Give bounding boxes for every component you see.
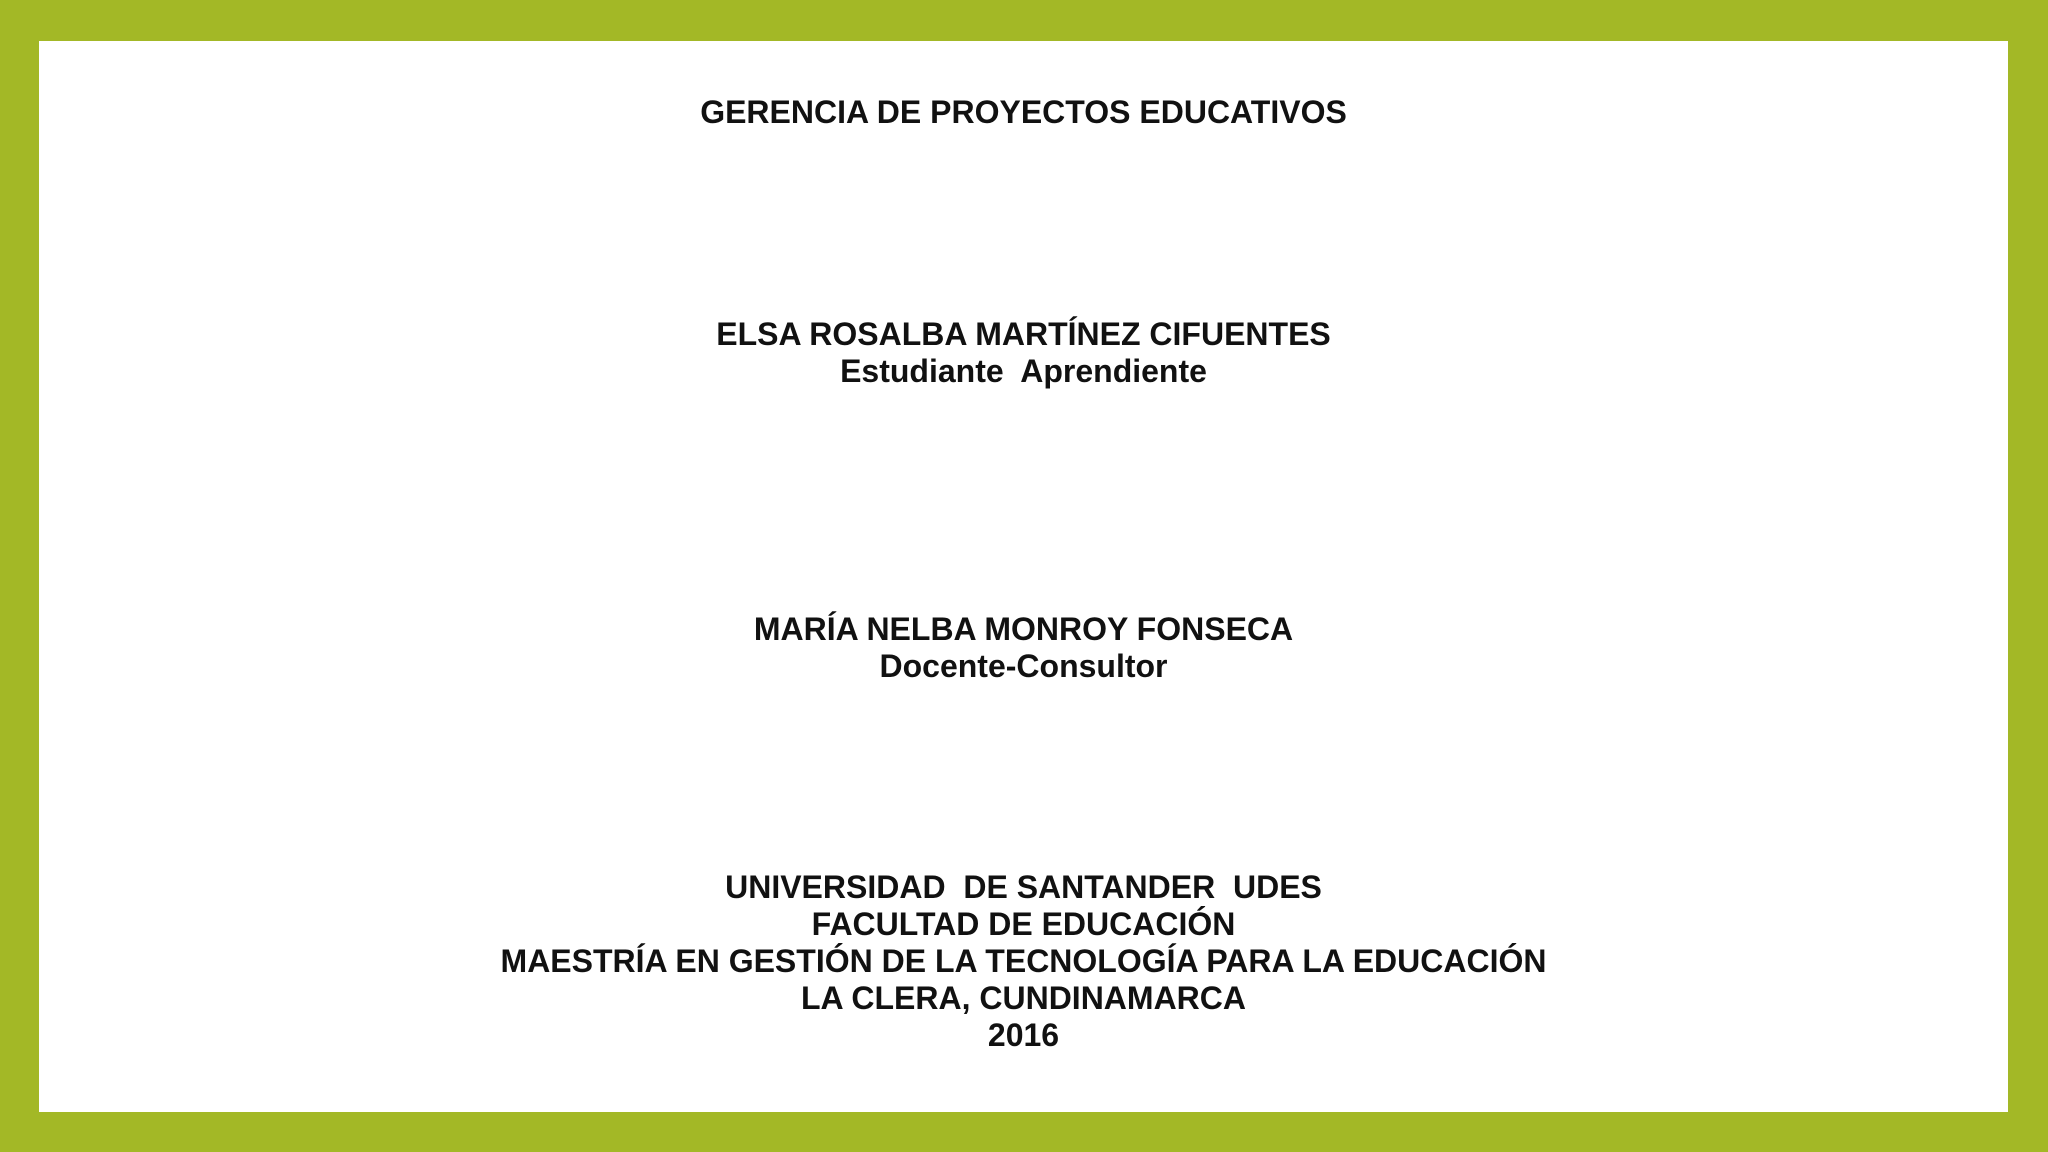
- student-name: ELSA ROSALBA MARTÍNEZ CIFUENTES: [716, 316, 1331, 352]
- year: 2016: [987, 1017, 1060, 1053]
- university-name: UNIVERSIDAD DE SANTANDER UDES: [725, 869, 1322, 905]
- program-name: MAESTRÍA EN GESTIÓN DE LA TECNOLOGÍA PARA LA EDUCACIÓN: [500, 943, 1547, 979]
- student-role: Estudiante Aprendiente: [840, 353, 1207, 389]
- location: LA CLERA, CUNDINAMARCA: [801, 980, 1246, 1016]
- slide-canvas: [39, 41, 2008, 1112]
- teacher-name: MARÍA NELBA MONROY FONSECA: [753, 611, 1294, 647]
- document-title: GERENCIA DE PROYECTOS EDUCATIVOS: [700, 94, 1347, 130]
- teacher-role: Docente-Consultor: [879, 648, 1168, 684]
- faculty-name: FACULTAD DE EDUCACIÓN: [811, 906, 1236, 942]
